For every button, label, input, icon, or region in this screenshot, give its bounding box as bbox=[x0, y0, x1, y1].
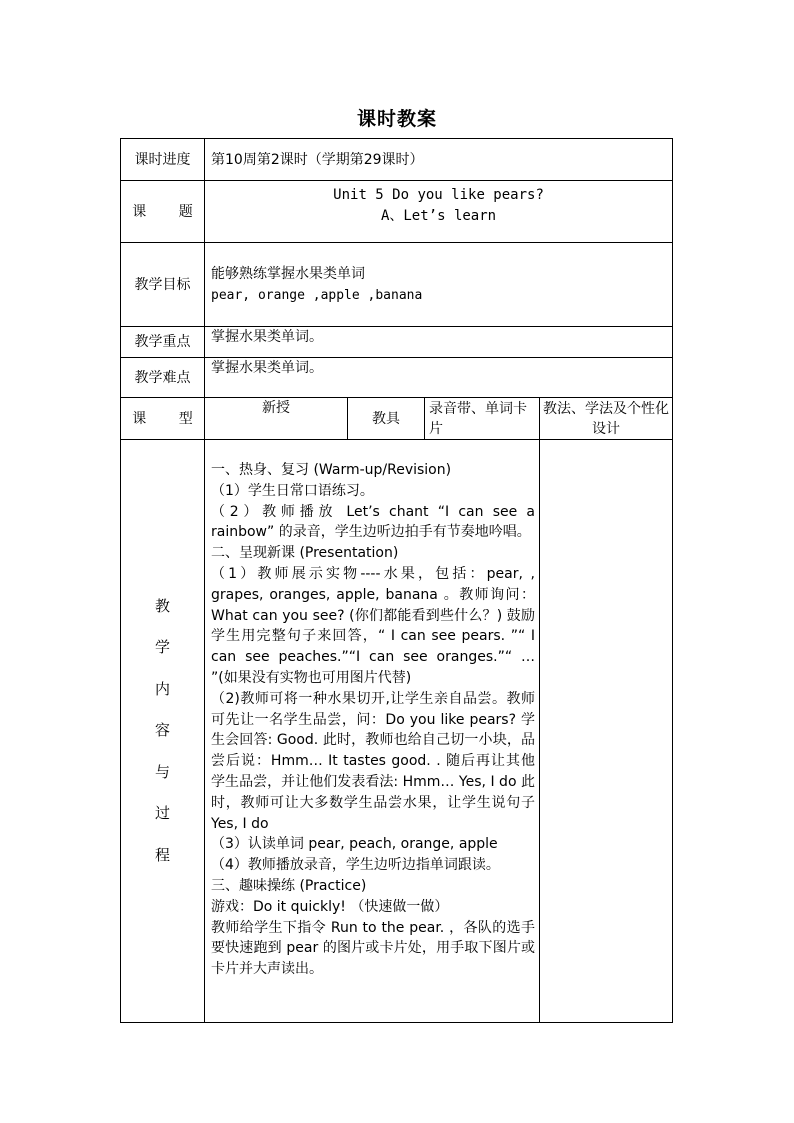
topic-value bbox=[205, 181, 673, 243]
process-label-char: 容 bbox=[154, 721, 170, 740]
method-label: 教法、学法及个性化设计 bbox=[540, 398, 673, 440]
method-value bbox=[540, 440, 673, 1023]
process-label-char: 教 bbox=[154, 596, 170, 615]
process-label-char: 内 bbox=[154, 679, 170, 698]
process-paragraph: （1）教师展示实物----水果，包括：pear, , grapes, oranges, apple, banana 。教师询问：What can you see? (你们都能看到些什么？) 鼓励学生用完整句子来回答，“ I can see pears. ”“ I can see peaches.”“I can see oranges.”“ … ”(如果没有实物也可用图片代替) bbox=[211, 565, 535, 686]
process-label-char: 与 bbox=[154, 762, 170, 781]
progress-value: 第10周第2课时（学期第29课时） bbox=[205, 139, 673, 181]
row-type bbox=[121, 398, 673, 440]
process-paragraph: 一、热身、复习 (Warm-up/Revision) bbox=[211, 462, 452, 478]
process-label-char: 程 bbox=[154, 845, 170, 864]
row-process bbox=[121, 440, 673, 1023]
goal-value bbox=[205, 243, 673, 327]
tools-label: 教具 bbox=[348, 398, 425, 440]
goal-line-2: pear, orange ,apple ,banana bbox=[211, 287, 423, 303]
row-progress bbox=[121, 139, 673, 181]
tools-value: 录音带、单词卡片 bbox=[425, 398, 540, 440]
progress-label: 课时进度 bbox=[121, 139, 205, 181]
page-title: 课时教案 bbox=[356, 108, 437, 130]
goal-line-1: 能够熟练掌握水果类单词 bbox=[211, 265, 365, 282]
lesson-plan-table bbox=[120, 138, 673, 1023]
process-paragraph: 二、呈现新课 (Presentation) bbox=[211, 545, 399, 562]
topic-label: 课 题 bbox=[121, 181, 205, 243]
key-point-value: 掌握水果类单词。 bbox=[205, 327, 673, 358]
process-label-char: 过 bbox=[154, 804, 170, 823]
process-content bbox=[205, 440, 540, 1023]
type-label: 课 型 bbox=[121, 398, 205, 440]
goal-label: 教学目标 bbox=[121, 243, 205, 327]
row-key-point bbox=[121, 327, 673, 358]
difficulty-label: 教学难点 bbox=[121, 358, 205, 398]
topic-line-1: Unit 5 Do you like pears? bbox=[333, 187, 544, 203]
process-paragraph: （4）教师播放录音，学生边听边指单词跟读。 bbox=[211, 857, 500, 874]
row-topic bbox=[121, 181, 673, 243]
row-difficulty bbox=[121, 358, 673, 398]
process-paragraph: 三、趣味操练 (Practice) bbox=[211, 877, 367, 894]
process-paragraph: （2）教师播放 Let’s chant “I can see a rainbow” 的录音，学生边听边拍手有节奏地吟唱。 bbox=[211, 503, 535, 541]
process-paragraph: （1）学生日常口语练习。 bbox=[211, 482, 374, 499]
process-paragraph: 游戏：Do it quickly! （快速做一做） bbox=[211, 898, 449, 915]
process-label bbox=[121, 440, 205, 1023]
process-paragraph: （3）认读单词 pear, peach, orange, apple bbox=[211, 836, 498, 853]
process-label-char: 学 bbox=[154, 638, 170, 657]
row-goal bbox=[121, 243, 673, 327]
process-paragraph: （2)教师可将一种水果切开,让学生亲自品尝。教师可先让一名学生品尝，问：Do you like pears? 学生会回答: Good. 此时，教师也给自己切一小块，品尝后说：Hmm… It tastes good. . 随后再让其他学生品尝，并让他们发表看法: Hmm… Yes, I do 此时，教师可让大多数学生品尝水果，让学生说句子 Yes, I do bbox=[211, 690, 535, 832]
process-paragraph: 教师给学生下指令 Run to the pear. ，各队的选手要快速跑到 pear 的图片或卡片处，用手取下图片或卡片并大声读出。 bbox=[211, 919, 535, 978]
type-value: 新授 bbox=[205, 398, 348, 440]
key-point-label: 教学重点 bbox=[121, 327, 205, 358]
difficulty-value: 掌握水果类单词。 bbox=[205, 358, 673, 398]
topic-line-2: A、Let’s learn bbox=[380, 208, 497, 224]
